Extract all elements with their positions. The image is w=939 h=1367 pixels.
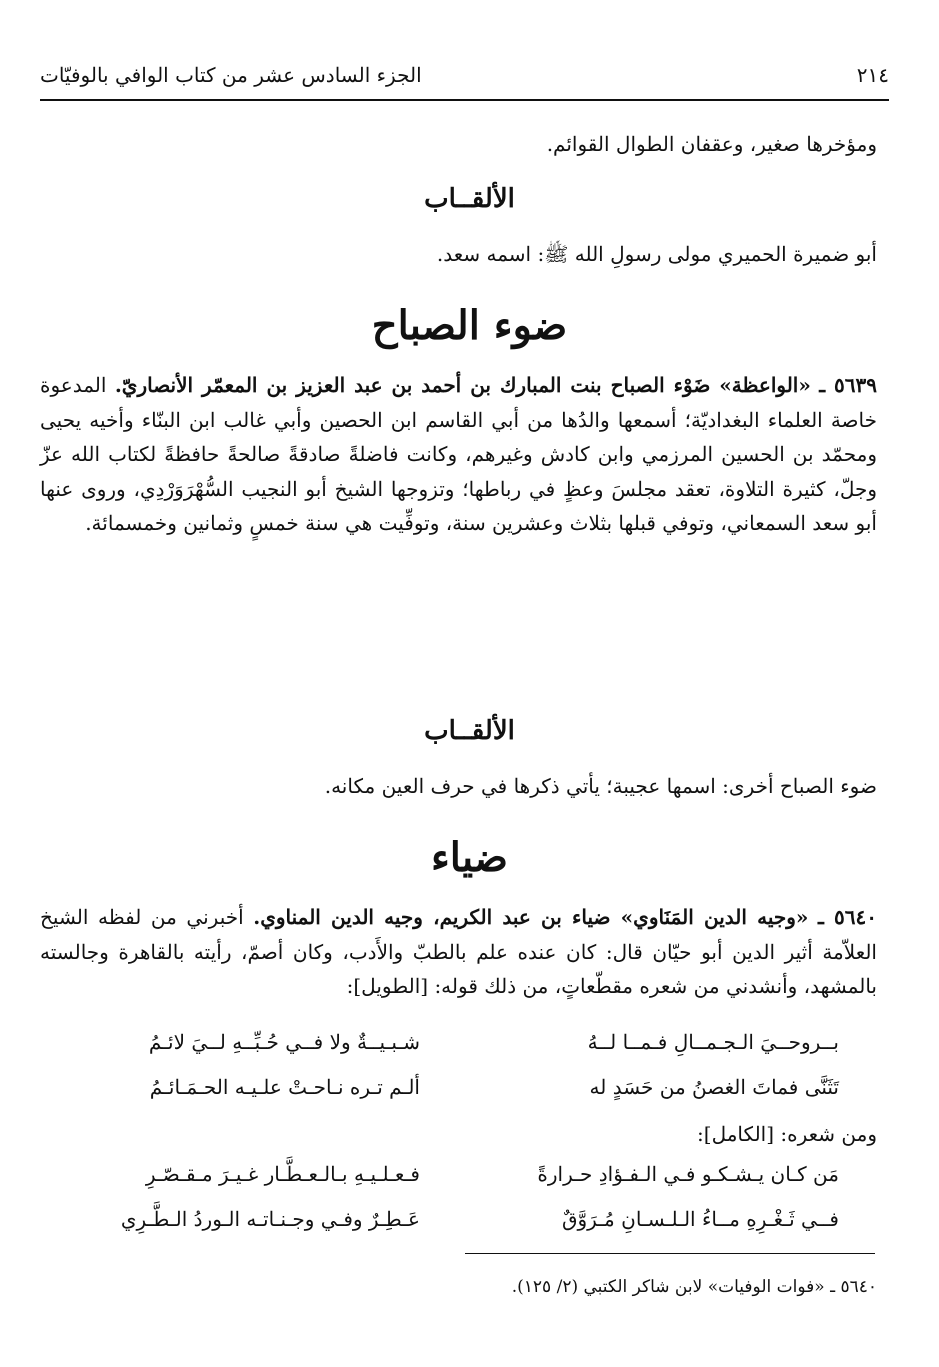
verse-line <box>80 1209 839 1239</box>
alqab-entry-1: أبو ضميرة الحميري مولى رسولِ الله ﷺ: اسمه سعد. <box>436 242 877 266</box>
biography-entry-5639 <box>40 368 877 541</box>
verse-first-hemistich: فــي ثَـغْـرِهِ مــاءُ الـلـسـانِ مُـرَوَّقٌ <box>561 1207 839 1231</box>
poem-intro: ومن شعره: [الكامل]: <box>697 1122 877 1146</box>
section-heading-alqab-2: الألقــاب <box>424 716 515 746</box>
footnote-divider <box>465 1253 875 1254</box>
verse-second-hemistich: فـعـلـيـهِ بـالـعـطَّـار غـيـرَ مـقـصّـرِ <box>145 1162 420 1186</box>
entry-name: «الواعظة» ضَوْء الصباح بنت المبارك بن أحمد بن عبد العزيز بن المعمّر الأنصاريّ. <box>114 373 811 397</box>
verse-second-hemistich: عَـطِـرٌ وفـي وجـنـاتـه الـوردُ الـطَّـرِي <box>120 1207 420 1231</box>
verse-line <box>80 1077 839 1107</box>
page-number: ٢١٤ <box>856 63 889 87</box>
entry-text: المدعوة خاصة العلماء البغداديّة؛ أسمعها والدُها من أبي القاسم ابن الحصين وأبي غالب ابن البنّاء وأخيه يحيى ومحمّد بن الحسين المرزمي وابن كادش وغيرهم، وكانت فاضلةً صادقةً صالحةً حافظةً لكتاب الله عزّ وجلّ، كثيرة التلاوة، تعقد مجلسَ وعظٍ في رباطها؛ وتزوجها الشيخ أبو النجيب السُّهْرَوَرْدِي، وروى عنها أبو سعد السمعاني، وتوفي قبلها بثلاث وعشرين سنة، وتوفِّيت هي سنة خمسٍ وثمانين وخمسمائة. <box>40 373 877 535</box>
page-header <box>40 58 889 92</box>
verse-line <box>80 1032 839 1062</box>
verse-first-hemistich: تَثَنَّى فماتَ الغصنُ من حَسَدٍ له <box>589 1075 839 1099</box>
alqab-entry-2: ضوء الصباح أخرى: اسمها عجيبة؛ يأتي ذكرها في حرف العين مكانه. <box>324 774 877 798</box>
entry-number: ٥٦٤٠ ـ <box>818 905 878 929</box>
verse-second-hemistich: ألـم تـره نـاحـتْ علـيـه الحـمَـائـمُ <box>149 1075 420 1099</box>
running-title: الجزء السادس عشر من كتاب الوافي بالوفيّات <box>40 63 422 87</box>
verse-first-hemistich: بــروحــيَ الـجـمــالِ فـمــا لــهُ <box>587 1030 839 1054</box>
footnote: ٥٦٤٠ ـ «فوات الوفيات» لابن شاكر الكتبي (٢/ ١٢٥). <box>511 1277 877 1297</box>
biography-entry-5640 <box>40 900 877 1004</box>
section-heading-daw-alsabah: ضوء الصباح <box>371 302 568 349</box>
verse-first-hemistich: مَن كـان يـشـكـو فـي الـفـؤادِ حـرارةً <box>537 1162 839 1186</box>
section-heading-alqab-1: الألقــاب <box>424 184 515 214</box>
verse-line <box>80 1164 839 1194</box>
entry-name: «وجيه الدين المَنَاوي» ضياء بن عبد الكريم، وجيه الدين المناوي. <box>253 905 809 929</box>
section-heading-diya: ضياء <box>430 834 509 881</box>
verse-second-hemistich: شـبـيــةٌ ولا فــي حُـبِّــهِ لــيَ لائـمُ <box>148 1030 420 1054</box>
entry-text: أخبرني من لفظه الشيخ العلاّمة أثير الدين أبو حيّان قال: كان عنده علم بالطبّ والأَدب، وكان أصمّ، رأيته بالقاهرة وجالسته بالمشهد، وأنشدني من شعره مقطّعاتٍ، من ذلك قوله: [الطويل]: <box>40 905 877 998</box>
entry-number: ٥٦٣٩ ـ <box>819 373 878 397</box>
header-divider <box>40 99 889 101</box>
continuation-line: ومؤخرها صغير، وعقفان الطوال القوائم. <box>546 132 877 156</box>
